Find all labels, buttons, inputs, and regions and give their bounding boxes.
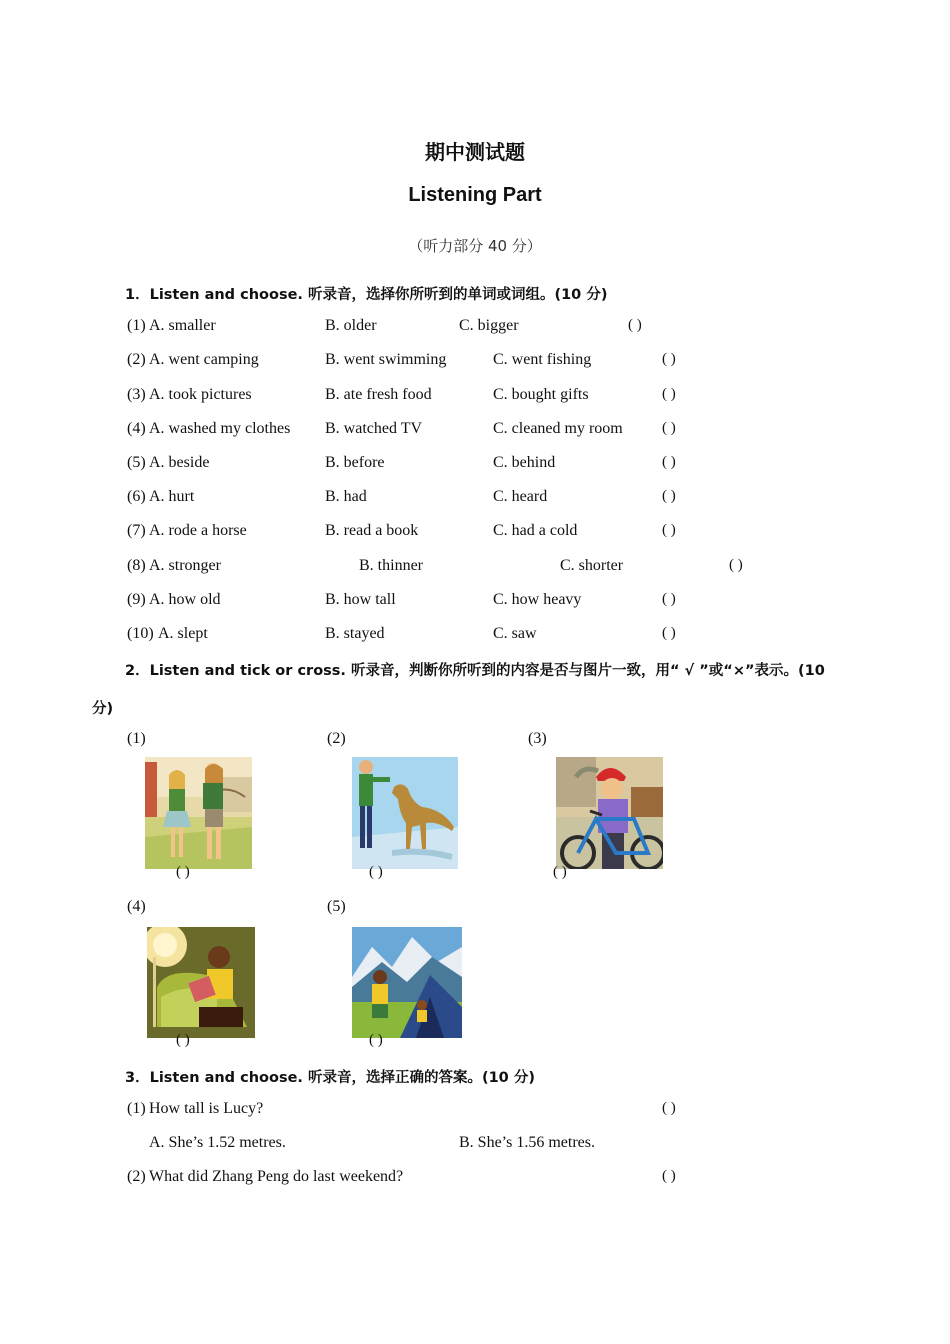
- answer-blank[interactable]: ( ): [662, 522, 676, 538]
- picture-label-1: (1): [127, 730, 146, 747]
- option-a: A. slept: [158, 625, 208, 642]
- score-note: （听力部分 40 分）: [408, 237, 542, 255]
- option-a: A. took pictures: [149, 386, 252, 403]
- answer-blank[interactable]: ( ): [662, 591, 676, 607]
- option-c: C. went fishing: [493, 351, 592, 368]
- section2-heading: 2．Listen and tick or cross. 听录音，判断你所听到的内容是否与图片一致，用“ √ ”或“×”表示。(10: [125, 663, 825, 679]
- question-text: What did Zhang Peng do last weekend?: [149, 1168, 404, 1185]
- option-a: A. went camping: [149, 351, 259, 368]
- option-c: C. cleaned my room: [493, 420, 623, 437]
- item-number: (7): [127, 522, 146, 539]
- option-b: B. ate fresh food: [325, 386, 432, 403]
- item-number: (9): [127, 591, 146, 608]
- page-title: 期中测试题: [425, 140, 525, 164]
- option-c: C. shorter: [560, 557, 624, 574]
- option-a: A. smaller: [149, 317, 216, 334]
- two-girls-talking-picture: [145, 757, 252, 869]
- option-a: A. rode a horse: [149, 522, 247, 539]
- option-b: B. stayed: [325, 625, 385, 642]
- question-text: How tall is Lucy?: [149, 1100, 264, 1117]
- option-a: A. hurt: [149, 488, 195, 505]
- option-c: C. bought gifts: [493, 386, 589, 403]
- boy-reading-picture: [147, 927, 255, 1038]
- answer-blank-pic-2[interactable]: ( ): [369, 864, 383, 880]
- option-b: B. went swimming: [325, 351, 447, 368]
- item-number: (10): [127, 625, 154, 642]
- section3-heading: 3．Listen and choose. 听录音，选择正确的答案。(10 分): [125, 1070, 535, 1086]
- option-a: A. how old: [149, 591, 221, 608]
- option-a: A. stronger: [149, 557, 221, 574]
- picture-label-3: (3): [528, 730, 547, 747]
- answer-blank-pic-5[interactable]: ( ): [369, 1032, 383, 1048]
- section2-heading-cont: 分): [92, 701, 114, 717]
- answer-blank[interactable]: ( ): [662, 351, 676, 367]
- boy-with-bike-picture: [556, 757, 663, 869]
- item-number: (8): [127, 557, 146, 574]
- option-c: C. saw: [493, 625, 537, 642]
- item-number: (5): [127, 454, 146, 471]
- tent-camping-picture: [352, 927, 462, 1038]
- option-c: C. behind: [493, 454, 556, 471]
- item-number: (3): [127, 386, 146, 403]
- option-c: C. had a cold: [493, 522, 578, 539]
- option-c: C. bigger: [459, 317, 519, 334]
- answer-blank[interactable]: ( ): [662, 420, 676, 436]
- answer-blank[interactable]: ( ): [729, 557, 743, 573]
- picture-label-5: (5): [327, 898, 346, 915]
- option-b: B. how tall: [325, 591, 396, 608]
- option-a: A. washed my clothes: [149, 420, 291, 437]
- answer-blank[interactable]: ( ): [662, 454, 676, 470]
- picture-label-4: (4): [127, 898, 146, 915]
- option-c: C. how heavy: [493, 591, 582, 608]
- answer-blank[interactable]: ( ): [662, 1100, 676, 1116]
- answer-blank[interactable]: ( ): [662, 625, 676, 641]
- option-b: B. read a book: [325, 522, 419, 539]
- boy-and-dinosaur-picture: [352, 757, 458, 869]
- option-b: B. She’s 1.56 metres.: [459, 1134, 595, 1151]
- item-number: (2): [127, 351, 146, 368]
- option-b: B. watched TV: [325, 420, 423, 437]
- item-number: (1): [127, 317, 146, 334]
- answer-blank-pic-4[interactable]: ( ): [176, 1032, 190, 1048]
- question-number: (2): [127, 1168, 146, 1185]
- option-b: B. before: [325, 454, 385, 471]
- answer-blank[interactable]: ( ): [662, 488, 676, 504]
- answer-blank[interactable]: ( ): [662, 386, 676, 402]
- answer-blank-pic-1[interactable]: ( ): [176, 864, 190, 880]
- answer-blank[interactable]: ( ): [662, 1168, 676, 1184]
- option-b: B. had: [325, 488, 367, 505]
- option-a: A. beside: [149, 454, 210, 471]
- page-subtitle: Listening Part: [408, 184, 542, 206]
- section1-heading: 1．Listen and choose. 听录音，选择你所听到的单词或词组。(10 分): [125, 287, 608, 303]
- answer-blank[interactable]: ( ): [628, 317, 642, 333]
- answer-blank-pic-3[interactable]: ( ): [553, 864, 567, 880]
- picture-label-2: (2): [327, 730, 346, 747]
- option-c: C. heard: [493, 488, 548, 505]
- option-b: B. thinner: [359, 557, 423, 574]
- option-a: A. She’s 1.52 metres.: [149, 1134, 286, 1151]
- option-b: B. older: [325, 317, 377, 334]
- item-number: (6): [127, 488, 146, 505]
- item-number: (4): [127, 420, 146, 437]
- question-number: (1): [127, 1100, 146, 1117]
